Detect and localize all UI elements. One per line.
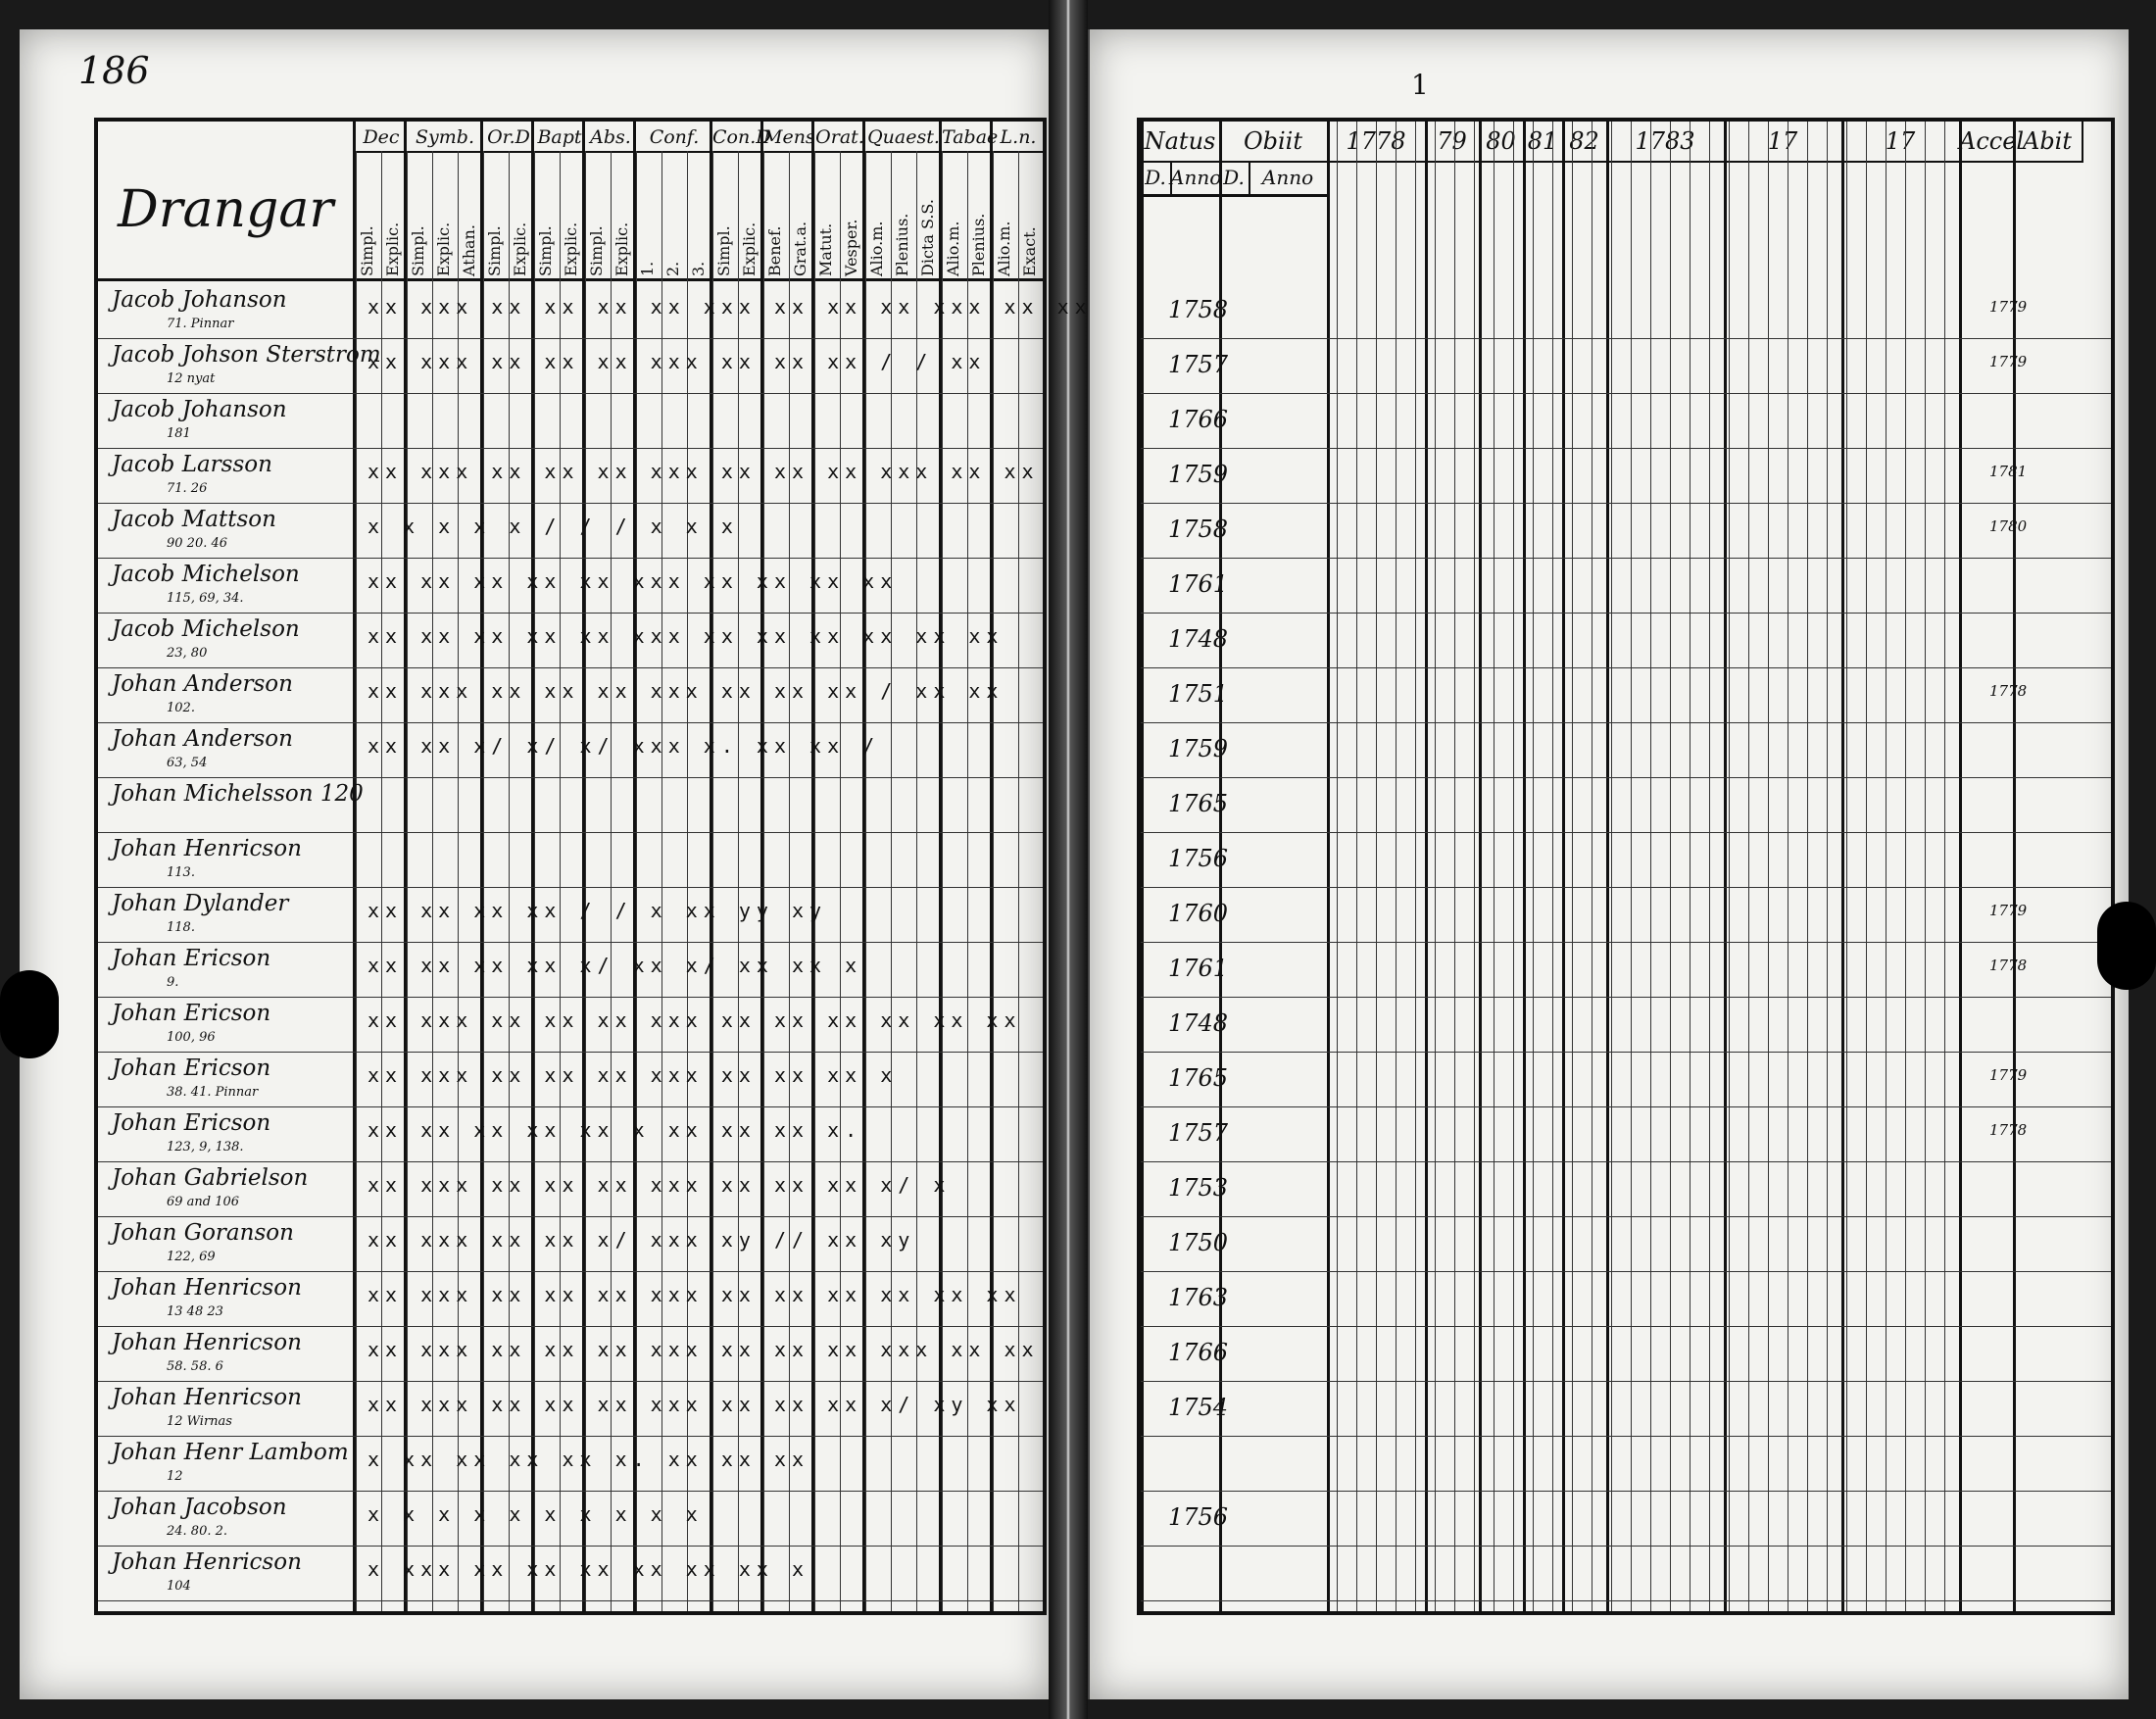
birth-year: 1757 bbox=[1168, 351, 1229, 378]
table-row bbox=[98, 667, 1043, 723]
person-reference: 13 48 23 bbox=[167, 1304, 223, 1319]
person-reference: 122, 69 bbox=[167, 1250, 216, 1264]
subcolumn-label: Explic. bbox=[511, 221, 529, 276]
exam-marks: xx xx x/ x/ x/ xxx x. xx xx / bbox=[368, 734, 881, 758]
table-row bbox=[98, 1106, 1043, 1162]
subcolumn-label: Exact. bbox=[1020, 226, 1039, 276]
birth-year: 1748 bbox=[1168, 1009, 1229, 1037]
exam-marks: xx xxx xx xx xx xxx xx xx xx xxx xx xx bbox=[368, 460, 1040, 483]
subcolumn-label: Simpl. bbox=[587, 225, 606, 276]
table-row bbox=[98, 338, 1043, 394]
accel-year: 1778 bbox=[1989, 957, 2028, 974]
table-row bbox=[1141, 1546, 2111, 1601]
birth-year: 1763 bbox=[1168, 1284, 1229, 1311]
subheader: Anno bbox=[1170, 161, 1221, 197]
person-name: Jacob Johanson bbox=[112, 397, 287, 422]
table-row bbox=[98, 503, 1043, 559]
table-row bbox=[98, 1161, 1043, 1217]
person-name: Jacob Michelson bbox=[112, 562, 300, 587]
table-row bbox=[98, 1546, 1043, 1601]
column-heading: Abs. bbox=[585, 123, 636, 153]
person-reference: 100, 96 bbox=[167, 1030, 216, 1045]
person-name: Johan Ericson bbox=[112, 1056, 271, 1081]
column-heading: Dec bbox=[356, 123, 407, 153]
subcolumn-label: Simpl. bbox=[485, 225, 504, 276]
exam-marks: xx xxx xx xx xx xxx xx xx xx xx xx xx bbox=[368, 1008, 1022, 1032]
person-name: Johan Henricson bbox=[112, 836, 302, 861]
person-reference: 71. 26 bbox=[167, 481, 208, 496]
birth-year: 1761 bbox=[1168, 570, 1229, 598]
table-row bbox=[1141, 1326, 2111, 1382]
subcolumn-label: Explic. bbox=[434, 221, 453, 276]
year-header: 1778 bbox=[1327, 122, 1427, 163]
subcolumn-label: Explic. bbox=[740, 221, 759, 276]
subcolumn-label: Alio.m. bbox=[867, 221, 886, 276]
person-reference: 71. Pinnar bbox=[167, 317, 234, 331]
person-name: Johan Henricson bbox=[112, 1385, 302, 1410]
accel-year: 1781 bbox=[1989, 463, 2028, 480]
year-header: Accel bbox=[1959, 122, 2015, 163]
exam-marks: xx xx xx xx / / x xx yy xy bbox=[368, 899, 828, 922]
subcolumn-label: Dicta S.S. bbox=[918, 199, 937, 276]
subheader: D. bbox=[1219, 161, 1250, 197]
table-row bbox=[1141, 722, 2111, 778]
subcolumn-label: 2. bbox=[663, 261, 682, 276]
exam-marks: xx xxx xx xx xx xxx xx xx xx x/ x bbox=[368, 1173, 952, 1197]
table-row bbox=[98, 1271, 1043, 1327]
column-heading: Con.D bbox=[712, 123, 763, 153]
birth-year: 1759 bbox=[1168, 461, 1229, 488]
subcolumn-label: Explic. bbox=[562, 221, 580, 276]
column-heading: Mens bbox=[763, 123, 814, 153]
table-row bbox=[98, 613, 1043, 668]
person-name: Johan Anderson bbox=[112, 726, 293, 752]
year-header: 17 bbox=[1841, 122, 1961, 163]
accel-year: 1779 bbox=[1989, 298, 2028, 316]
table-row bbox=[1141, 1216, 2111, 1272]
birth-year: 1759 bbox=[1168, 735, 1229, 762]
birth-year: 1765 bbox=[1168, 790, 1229, 817]
person-reference: 63, 54 bbox=[167, 756, 208, 770]
birth-year: 1766 bbox=[1168, 1339, 1229, 1366]
subcolumn-label: Explic. bbox=[383, 221, 402, 276]
person-reference: 38. 41. Pinnar bbox=[167, 1085, 259, 1100]
table-row bbox=[98, 1326, 1043, 1382]
subcolumn-label: Simpl. bbox=[714, 225, 733, 276]
exam-marks: xx xxx xx xx xx xxx xx xx xx / xx xx bbox=[368, 679, 1004, 703]
table-row bbox=[1141, 1052, 2111, 1107]
table-row bbox=[1141, 283, 2111, 339]
subcolumn-label: Matut. bbox=[816, 222, 835, 276]
subcolumn-label: Explic. bbox=[612, 221, 631, 276]
page-clip-right bbox=[2097, 902, 2156, 990]
table-row bbox=[1141, 558, 2111, 614]
section-title: Drangar bbox=[118, 180, 334, 239]
person-reference: 113. bbox=[167, 865, 195, 880]
birth-year: 1753 bbox=[1168, 1174, 1229, 1202]
column-heading: L.n. bbox=[993, 123, 1044, 153]
subcolumn-label: Alio.m. bbox=[944, 221, 962, 276]
table-row bbox=[98, 1381, 1043, 1437]
person-name: Jacob Larsson bbox=[112, 452, 272, 477]
birth-year: 1757 bbox=[1168, 1119, 1229, 1147]
person-reference: 12 nyat bbox=[167, 371, 216, 386]
book-binding bbox=[1049, 0, 1088, 1719]
page-clip-left bbox=[0, 970, 59, 1058]
person-name: Jacob Michelson bbox=[112, 616, 300, 642]
exam-marks: x xxx xx xx xx xx xx xx x bbox=[368, 1557, 810, 1581]
exam-marks: xx xx xx xx xx xxx xx xx xx xx xx xx bbox=[368, 624, 1004, 648]
table-row bbox=[1141, 338, 2111, 394]
exam-marks: xx xxx xx xx xx xxx xx xx xx x bbox=[368, 1063, 899, 1087]
accel-year: 1779 bbox=[1989, 1066, 2028, 1084]
table-row bbox=[1141, 1436, 2111, 1492]
table-row bbox=[98, 832, 1043, 888]
exam-marks: x xx xx xx xx x. xx xx xx bbox=[368, 1448, 810, 1471]
person-name: Johan Ericson bbox=[112, 1001, 271, 1026]
table-row bbox=[1141, 393, 2111, 449]
subcolumn-label: 1. bbox=[638, 261, 657, 276]
exam-marks: xx xx xx xx xx xxx xx xx xx xx bbox=[368, 569, 899, 593]
table-row bbox=[98, 997, 1043, 1053]
column-heading: Tabae bbox=[942, 123, 993, 153]
person-name: Jacob Johson Sterstrom bbox=[112, 342, 381, 368]
accel-year: 1780 bbox=[1989, 517, 2028, 535]
column-heading: Quaest. bbox=[865, 123, 942, 153]
exam-marks: xx xxx xx xx x/ xxx xy // xx xy bbox=[368, 1228, 916, 1252]
left-register-table bbox=[94, 118, 1093, 1615]
birth-year: 1766 bbox=[1168, 406, 1229, 433]
table-row bbox=[1141, 942, 2111, 998]
column-heading: Conf. bbox=[636, 123, 712, 153]
year-header: 17 bbox=[1724, 122, 1843, 163]
person-reference: 12 bbox=[167, 1469, 183, 1484]
person-name: Johan Anderson bbox=[112, 671, 293, 697]
person-reference: 123, 9, 138. bbox=[167, 1140, 244, 1154]
table-row bbox=[98, 1491, 1043, 1547]
birth-year: 1760 bbox=[1168, 900, 1229, 927]
person-reference: 118. bbox=[167, 920, 195, 935]
page-number: 186 bbox=[78, 49, 150, 92]
table-row bbox=[98, 722, 1043, 778]
birth-year: 1758 bbox=[1168, 296, 1229, 323]
exam-marks: xx xxx xx xx xx xxx xx xx xx xxx xx xx bbox=[368, 1338, 1040, 1361]
person-name: Johan Henr Lambom bbox=[112, 1440, 349, 1465]
subcolumn-label: Plenius. bbox=[893, 213, 911, 276]
table-row bbox=[1141, 1381, 2111, 1437]
person-reference: 102. bbox=[167, 701, 195, 715]
person-name: Johan Goranson bbox=[112, 1220, 294, 1246]
year-header: 81 bbox=[1523, 122, 1564, 163]
person-name: Johan Michelsson 120 bbox=[112, 781, 364, 807]
birth-year: 1765 bbox=[1168, 1064, 1229, 1092]
year-header: 1783 bbox=[1606, 122, 1726, 163]
person-reference: 23, 80 bbox=[167, 646, 208, 661]
subheader: Anno bbox=[1249, 161, 1329, 197]
table-row bbox=[98, 448, 1043, 504]
right-page-mark: 1 bbox=[1411, 69, 1429, 101]
table-row bbox=[98, 1052, 1043, 1107]
exam-marks: x x x x x x x x x x bbox=[368, 1502, 704, 1526]
accel-year: 1778 bbox=[1989, 682, 2028, 700]
year-header: 79 bbox=[1425, 122, 1481, 163]
subcolumn-label: Benef. bbox=[765, 225, 784, 276]
year-header: 82 bbox=[1562, 122, 1608, 163]
person-name: Johan Ericson bbox=[112, 946, 271, 971]
subcolumn-label: Athan. bbox=[460, 224, 478, 276]
birth-year: 1756 bbox=[1168, 845, 1229, 872]
birth-year: 1751 bbox=[1168, 680, 1229, 708]
right-register-table bbox=[1137, 118, 2115, 1615]
person-name: Johan Gabrielson bbox=[112, 1165, 309, 1191]
person-reference: 181 bbox=[167, 426, 191, 441]
table-row bbox=[1141, 832, 2111, 888]
birth-year: 1758 bbox=[1168, 516, 1229, 543]
subcolumn-label: Vesper. bbox=[842, 219, 860, 276]
table-row bbox=[98, 942, 1043, 998]
column-heading: Or.D bbox=[483, 123, 534, 153]
exam-marks: xx xxx xx xx xx xxx xx xx xx x/ xy xx bbox=[368, 1393, 1022, 1416]
subcolumn-label: Simpl. bbox=[409, 225, 427, 276]
subcolumn-label: Simpl. bbox=[358, 225, 376, 276]
table-row bbox=[1141, 887, 2111, 943]
table-row bbox=[98, 393, 1043, 449]
person-name: Johan Ericson bbox=[112, 1110, 271, 1136]
person-name: Johan Jacobson bbox=[112, 1495, 287, 1520]
year-header: Obiit bbox=[1219, 122, 1329, 163]
accel-year: 1779 bbox=[1989, 902, 2028, 919]
table-row bbox=[98, 887, 1043, 943]
subheader: D. bbox=[1141, 161, 1172, 197]
person-reference: 58. 58. 6 bbox=[167, 1359, 223, 1374]
year-header: Natus bbox=[1141, 122, 1221, 163]
year-header: 80 bbox=[1479, 122, 1525, 163]
table-row bbox=[1141, 997, 2111, 1053]
column-heading: Symb. bbox=[407, 123, 483, 153]
table-row bbox=[1141, 1106, 2111, 1162]
person-reference: 24. 80. 2. bbox=[167, 1524, 228, 1539]
exam-marks: xx xxx xx xx xx xxx xx xx xx xx xx xx bbox=[368, 1283, 1022, 1306]
exam-marks: xx xx xx xx x/ xx x/ xx xx x bbox=[368, 954, 863, 977]
column-heading: Bapt bbox=[534, 123, 585, 153]
subcolumn-label: Plenius. bbox=[969, 213, 988, 276]
table-row bbox=[98, 558, 1043, 614]
person-reference: 104 bbox=[167, 1579, 191, 1594]
person-name: Johan Henricson bbox=[112, 1549, 302, 1575]
exam-marks: xx xxx xx xx xx xx xxx xx xx xx xxx xx xx bbox=[368, 295, 1093, 319]
table-row bbox=[1141, 777, 2111, 833]
person-name: Jacob Johanson bbox=[112, 287, 287, 313]
table-row bbox=[1141, 1271, 2111, 1327]
person-reference: 115, 69, 34. bbox=[167, 591, 244, 606]
person-reference: 12 Wirnas bbox=[167, 1414, 232, 1429]
person-reference: 90 20. 46 bbox=[167, 536, 228, 551]
person-name: Johan Henricson bbox=[112, 1275, 302, 1301]
subcolumn-label: Grat.a. bbox=[791, 221, 809, 276]
person-name: Jacob Mattson bbox=[112, 507, 276, 532]
table-row bbox=[1141, 1491, 2111, 1547]
birth-year: 1756 bbox=[1168, 1503, 1229, 1531]
person-reference: 9. bbox=[167, 975, 179, 990]
birth-year: 1748 bbox=[1168, 625, 1229, 653]
table-row bbox=[1141, 448, 2111, 504]
subcolumn-label: Simpl. bbox=[536, 225, 555, 276]
birth-year: 1750 bbox=[1168, 1229, 1229, 1256]
person-name: Johan Dylander bbox=[112, 891, 289, 916]
table-row bbox=[1141, 667, 2111, 723]
table-row bbox=[98, 777, 1043, 833]
accel-year: 1779 bbox=[1989, 353, 2028, 370]
table-row bbox=[98, 1436, 1043, 1492]
person-name: Johan Henricson bbox=[112, 1330, 302, 1355]
birth-year: 1754 bbox=[1168, 1394, 1229, 1421]
accel-year: 1778 bbox=[1989, 1121, 2028, 1139]
table-row bbox=[1141, 613, 2111, 668]
table-row bbox=[98, 283, 1093, 339]
table-row bbox=[1141, 1161, 2111, 1217]
exam-marks: xx xx xx xx xx x xx xx xx x. bbox=[368, 1118, 863, 1142]
birth-year: 1761 bbox=[1168, 955, 1229, 982]
year-header: Abit bbox=[2013, 122, 2083, 163]
exam-marks: xx xxx xx xx xx xxx xx xx xx / / xx bbox=[368, 350, 987, 373]
table-row bbox=[98, 1216, 1043, 1272]
subcolumn-label: 3. bbox=[689, 261, 708, 276]
table-row bbox=[1141, 503, 2111, 559]
exam-marks: x x x x x / / / x x x bbox=[368, 515, 739, 538]
column-heading: Orat. bbox=[814, 123, 865, 153]
subcolumn-label: Alio.m. bbox=[995, 221, 1013, 276]
person-reference: 69 and 106 bbox=[167, 1195, 240, 1209]
